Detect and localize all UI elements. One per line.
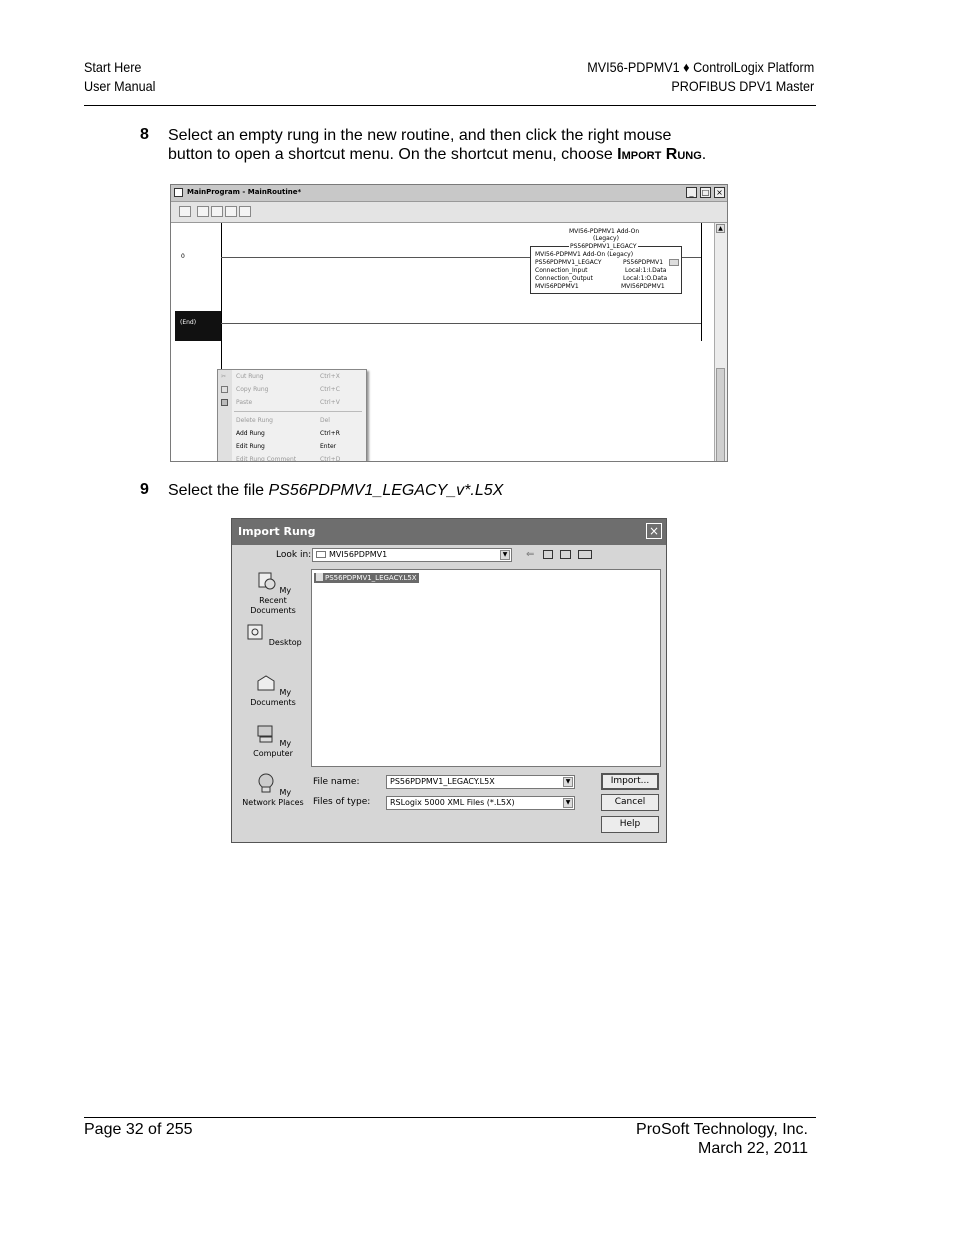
- menu-key: Ctrl+C: [320, 386, 340, 393]
- step-8-line2-text: button to open a shortcut menu. On the shortcut menu, choose: [168, 146, 618, 163]
- menu-key: Ctrl+X: [320, 373, 340, 380]
- cut-icon: ✂: [221, 373, 227, 380]
- step-9-lead: Select the file: [168, 482, 269, 499]
- aoi-title-line2: (Legacy): [593, 235, 619, 242]
- close-icon[interactable]: ×: [714, 187, 725, 198]
- menu-icon-strip: [218, 370, 232, 462]
- menu-item-paste[interactable]: Paste: [236, 399, 253, 406]
- file-pattern: PS56PDPMV1_LEGACY_v*.L5X: [268, 482, 504, 499]
- aoi-row-value: PS56PDPMV1: [623, 259, 664, 266]
- step-8-line2: [168, 145, 788, 164]
- copy-icon: [221, 386, 228, 393]
- look-in-select[interactable]: [312, 548, 512, 562]
- right-rail: [701, 223, 702, 341]
- file-name-value: PS56PDPMV1_LEGACY.L5X: [390, 777, 495, 786]
- place-label: My Documents: [250, 688, 296, 707]
- new-folder-icon[interactable]: [560, 550, 571, 559]
- menu-key: Del: [320, 417, 330, 424]
- aoi-row-label: MVI56PDPMV1: [535, 283, 579, 290]
- header-doc-type: User Manual: [84, 78, 156, 94]
- editor-title: MainProgram - MainRoutine*: [187, 188, 302, 196]
- folder-icon: [316, 551, 326, 558]
- end-label: (End): [180, 319, 197, 326]
- look-in-label: Look in:: [276, 550, 312, 560]
- look-in-value: MVI56PDPMV1: [329, 550, 388, 559]
- rung-context-menu: [217, 369, 367, 462]
- branch-level-icon[interactable]: [211, 206, 223, 217]
- menu-item-copy-rung[interactable]: Copy Rung: [236, 386, 269, 393]
- file-name-input[interactable]: [386, 775, 575, 789]
- minimize-icon[interactable]: _: [686, 187, 697, 198]
- cancel-button[interactable]: Cancel: [601, 794, 659, 811]
- rung-icon[interactable]: [179, 206, 191, 217]
- network-icon: [255, 773, 277, 793]
- aoi-name: PS56PDPMV1_LEGACY: [570, 243, 637, 250]
- menu-key: Ctrl+R: [320, 430, 340, 437]
- header-subtitle: PROFIBUS DPV1 Master: [671, 78, 814, 94]
- xio-icon[interactable]: [239, 206, 251, 217]
- footer-right: [636, 1120, 808, 1158]
- aoi-row-label: Connection_Output: [535, 275, 593, 282]
- recent-documents-icon: [255, 571, 277, 591]
- scroll-up-icon[interactable]: ▲: [716, 224, 725, 233]
- aoi-row-label: MVI56-PDPMV1 Add-On (Legacy): [535, 251, 634, 258]
- file-name-label: File name:: [313, 777, 360, 787]
- menu-item-delete-rung[interactable]: Delete Rung: [236, 417, 273, 424]
- place-my-recent-documents[interactable]: [242, 571, 304, 616]
- header-right: [587, 58, 814, 96]
- place-label: My Network Places: [242, 788, 304, 807]
- aoi-instruction-box[interactable]: [530, 243, 682, 294]
- place-label: Desktop: [268, 638, 302, 647]
- maximize-icon[interactable]: □: [701, 188, 710, 197]
- import-button[interactable]: Import...: [601, 773, 659, 790]
- my-documents-icon: [255, 673, 277, 693]
- company-name: ProSoft Technology, Inc.: [636, 1121, 808, 1138]
- file-type-value: RSLogix 5000 XML Files (*.L5X): [390, 798, 515, 807]
- menu-item-edit-rung[interactable]: Edit Rung: [236, 443, 265, 450]
- end-rung-wire: [221, 323, 701, 324]
- step-9-number: 9: [140, 481, 149, 498]
- file-type-select[interactable]: [386, 796, 575, 810]
- file-item[interactable]: [314, 573, 419, 583]
- end-rung-selected[interactable]: [175, 311, 221, 341]
- place-label: My Recent Documents: [250, 586, 296, 615]
- place-desktop[interactable]: [242, 623, 304, 648]
- place-my-network-places[interactable]: [242, 773, 304, 808]
- ladder-editor-screenshot: [170, 184, 728, 462]
- close-icon[interactable]: ×: [646, 523, 662, 539]
- view-menu-icon[interactable]: [578, 550, 592, 559]
- xic-icon[interactable]: [225, 206, 237, 217]
- editor-titlebar: [171, 185, 727, 202]
- menu-key: Ctrl+D: [320, 456, 341, 462]
- rung-number: 0: [181, 253, 185, 260]
- aoi-title-line1: MVI56-PDPMV1 Add-On: [569, 228, 640, 235]
- file-item-name: PS56PDPMV1_LEGACY.L5X: [325, 574, 417, 582]
- paste-icon: [221, 399, 228, 406]
- desktop-icon: [244, 623, 266, 643]
- aoi-row-value: Local:1:O.Data: [623, 275, 668, 282]
- footer-rule: [84, 1117, 816, 1118]
- window-icon: [174, 188, 183, 197]
- menu-item-cut-rung[interactable]: Cut Rung: [236, 373, 264, 380]
- file-icon: [316, 573, 323, 581]
- browse-icon[interactable]: [669, 259, 679, 266]
- editor-scrollbar[interactable]: [714, 223, 727, 462]
- aoi-row-value: MVI56PDPMV1: [621, 283, 665, 290]
- chevron-down-icon[interactable]: ▼: [563, 798, 573, 808]
- chevron-down-icon[interactable]: ▼: [500, 550, 510, 560]
- place-my-computer[interactable]: [242, 724, 304, 759]
- dialog-title: Import Rung: [238, 525, 316, 538]
- place-my-documents[interactable]: [242, 673, 304, 708]
- header-left: [84, 58, 155, 96]
- aoi-row-value: Local:1:I.Data: [625, 267, 667, 274]
- computer-icon: [255, 724, 277, 744]
- page-number: Page 32 of 255: [84, 1121, 193, 1138]
- step-8-number: 8: [140, 126, 149, 143]
- step-9-text: [168, 481, 503, 500]
- header-section: Start Here: [84, 59, 142, 75]
- aoi-row-label: Connection_Input: [535, 267, 588, 274]
- rung-area[interactable]: [171, 223, 703, 462]
- header-product: MVI56-PDPMV1 ♦ ControlLogix Platform: [586, 59, 814, 75]
- scroll-thumb[interactable]: [716, 368, 725, 462]
- chevron-down-icon[interactable]: ▼: [563, 777, 573, 787]
- step-8-line1: Select an empty rung in the new routine, and then click the right mouse: [168, 127, 672, 144]
- file-list[interactable]: [311, 569, 661, 767]
- publish-date: March 22, 2011: [698, 1140, 808, 1157]
- menu-item-edit-rung-comment[interactable]: Edit Rung Comment: [236, 456, 297, 462]
- menu-key: Ctrl+V: [320, 399, 340, 406]
- place-label: My Computer: [253, 739, 293, 758]
- menu-key: Enter: [320, 443, 337, 450]
- step-8-period: .: [701, 146, 707, 163]
- help-button[interactable]: Help: [601, 816, 659, 833]
- branch-icon[interactable]: [197, 206, 209, 217]
- step-8-text: [168, 126, 788, 164]
- editor-toolbar: [171, 202, 727, 223]
- header-rule: [84, 105, 816, 106]
- menu-separator: [234, 411, 362, 412]
- menu-choice: Import Rung: [617, 146, 702, 163]
- import-rung-dialog: [231, 518, 667, 843]
- menu-item-add-rung[interactable]: Add Rung: [236, 430, 265, 437]
- dialog-titlebar: [232, 519, 666, 545]
- aoi-row-label: PS56PDPMV1_LEGACY: [535, 259, 602, 266]
- back-icon[interactable]: ⇐: [526, 549, 535, 560]
- up-folder-icon[interactable]: [543, 550, 553, 559]
- file-type-label: Files of type:: [313, 797, 371, 807]
